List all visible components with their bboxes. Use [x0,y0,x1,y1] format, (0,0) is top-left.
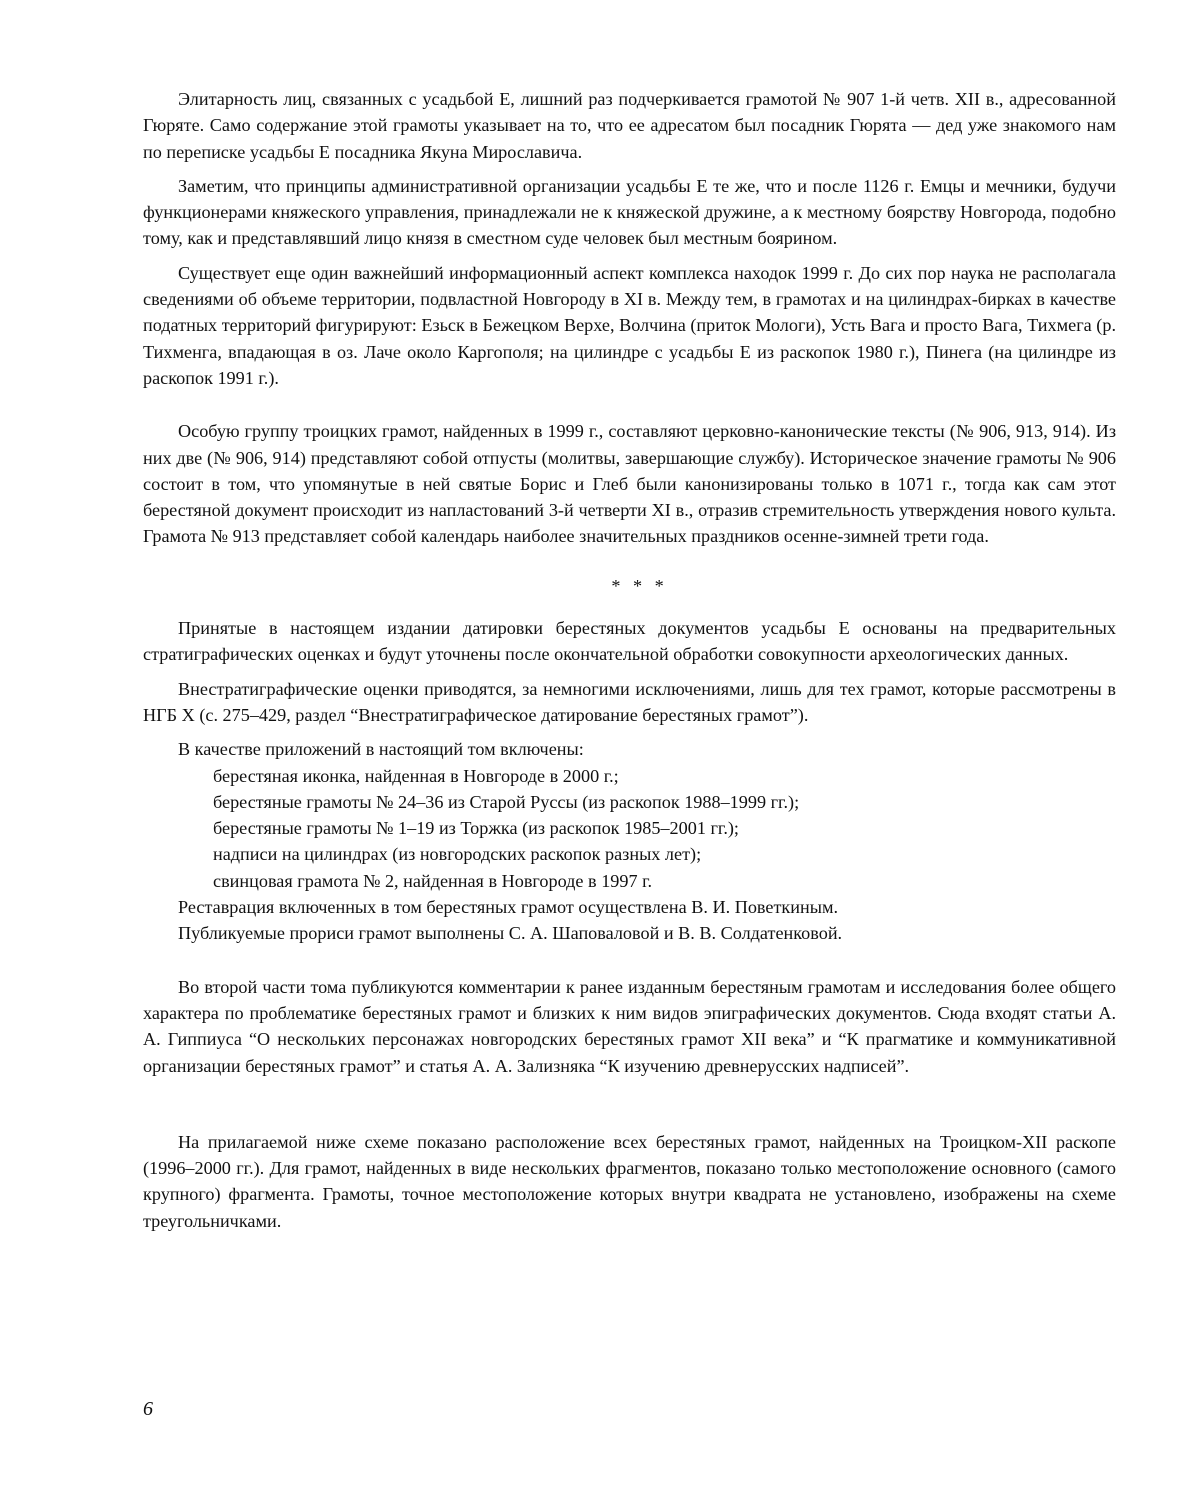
paragraph-administration: Заметим, что принципы административной организации усадьбы Е те же, что и после 1126 г. Емцы и мечники, будучи функционерами княжеского управления, принадлежали не к княжеской дружине, а к местному боярству Новгорода, подобно тому, как и представлявший лицо князя в сместном суде человек был местным боярином. [143,175,1116,249]
appendix-list [143,736,1116,946]
paragraph-territory: Существует еще один важнейший информационный аспект комплекса находок 1999 г. До сих пор наука не располагала сведениями об объеме территории, подвластной Новгороду в XI в. Между тем, в грамотах и на цилиндрах-бирках в качестве податных территорий фигурируют: Езьск в Бежецком Верхе, Волчина (приток Мологи), Усть Вага и просто Вага, Тихмега (р. Тихменга, впадающая в оз. Лаче около Каргополя; на цилиндре с усадьбы Е из раскопок 1980 г.), Пинега (на цилиндре из раскопок 1991 г.). [143,262,1116,388]
appendix-item: надписи на цилиндрах (из новгородских раскопок разных лет); [213,844,702,865]
appendix-intro: В качестве приложений в настоящий том включены: [178,739,584,760]
appendix-item: берестяная иконка, найденная в Новгороде в 2000 г.; [213,765,619,786]
appendix-item: берестяные грамоты № 1–19 из Торжка (из раскопок 1985–2001 гг.); [213,818,739,839]
appendix-item: свинцовая грамота № 2, найденная в Новгороде в 1997 г. [213,870,653,891]
paragraph-extra-stratigraphic: Внестратиграфические оценки приводятся, за немногими исключениями, лишь для тех грамот, которые рассмотрены в НГБ X (с. 275–429, раздел “Внестратиграфическое датирование берестяных грамот”). [143,678,1116,725]
paragraph-scheme: На прилагаемой ниже схеме показано расположение всех берестяных грамот, найденных на Троицком-XII раскопе (1996–2000 гг.). Для грамот, найденных в виде нескольких фрагментов, показано только местоположение основного (самого крупного) фрагмента. Грамоты, точное местоположение которых внутри квадрата не установлено, изображены на схеме треугольничками. [143,1131,1116,1231]
paragraph-church-texts: Особую группу троицких грамот, найденных в 1999 г., составляют церковно-канонические тексты (№ 906, 913, 914). Из них две (№ 906, 914) представляют собой отпусты (молитвы, завершающие службу). Историческое значение грамоты № 906 состоит в том, что упомянутые в ней святые Борис и Глеб были канонизированы только в 1071 г., тогда как сам этот берестяной документ происходит из напластований 3-й четверти XI в., отразив стремительность утверждения нового культа. Грамота № 913 представляет собой календарь наиболее значительных праздников осенне-зимней трети года. [143,421,1116,547]
drawings-credit: Публикуемые прориси грамот выполнены С. А. Шаповаловой и В. В. Солдатенковой. [178,923,843,944]
paragraph-gyuryata: Элитарность лиц, связанных с усадьбой Е, лишний раз подчеркивается грамотой № 907 1-й четв. XII в., адресованной Гюряте. Само содержание этой грамоты указывает на то, что ее адресатом был посадник Гюрята — дед уже знакомого нам по переписке усадьбы Е посадника Якуна Мирославича. [143,89,1116,162]
section-separator: * * * [611,575,668,596]
page-number: 6 [143,1398,153,1420]
page-body [143,86,1116,1234]
appendix-item: берестяные грамоты № 24–36 из Старой Руссы (из раскопок 1988–1999 гг.); [213,791,800,812]
paragraph-second-part: Во второй части тома публикуются комментарии к ранее изданным берестяным грамотам и исследования более общего характера по проблематике берестяных грамот и близких к ним видов эпиграфических документов. Сюда входят статьи А. А. Гиппиуса “О нескольких персонажах новгородских берестяных грамот XII века” и “К прагматике и коммуникативной организации берестяных грамот” и статья А. А. Зализняка “К изучению древнерусских надписей”. [143,976,1116,1076]
restoration-credit: Реставрация включенных в том берестяных грамот осуществлена В. И. Поветкиным. [178,897,838,918]
paragraph-dating: Принятые в настоящем издании датировки берестяных документов усадьбы Е основаны на предварительных стратиграфических оценках и будут уточнены после окончательной обработки совокупности археологических данных. [143,618,1116,665]
